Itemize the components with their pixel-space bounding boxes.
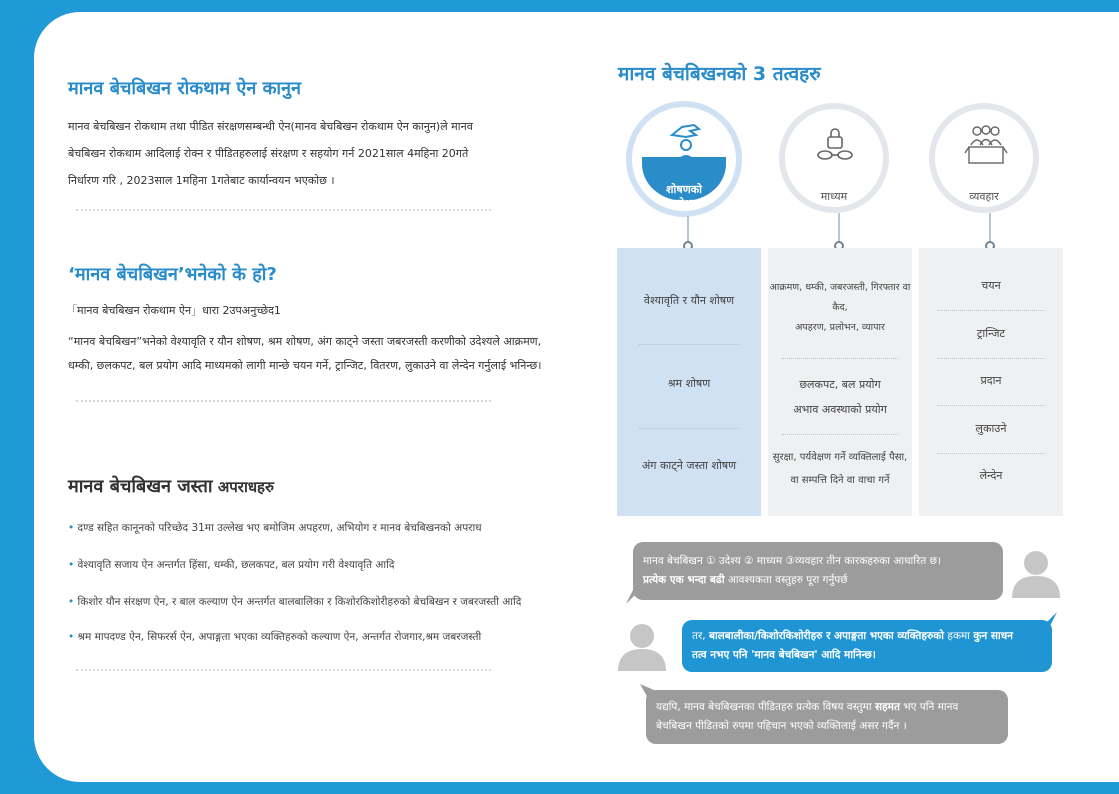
purpose-item: वेश्यावृति र यौन शोषण: [643, 294, 735, 307]
section1-line: मानव बेचबिखन रोकथाम तथा पीडित संरक्षणसम्बन्धी ऐन(मानव बेचबिखन रोकथाम ऐन कानुन)ले मानव: [68, 120, 473, 133]
separator: [782, 358, 898, 359]
bubble-emphasis: कुन साधन: [973, 630, 1014, 642]
label-line: शोषणको: [666, 183, 702, 196]
means-line: सुरक्षा, पर्यवेक्षण गर्ने व्यक्तिलाई पैसा,: [772, 452, 908, 463]
definition-line: “मानव बेचबिखन”भनेको वेश्यावृति र यौन शोषण, श्रम शोषण, अंग काट्ने जस्ता जबरजस्ती करणीको उदेश्यले आक्रमण,: [68, 335, 542, 348]
bubble-text: तर,: [692, 630, 709, 642]
separator: [937, 358, 1045, 359]
purpose-item: श्रम शोषण: [667, 377, 711, 390]
divider: [76, 209, 491, 211]
chain-lock-icon: [815, 125, 855, 165]
bubble-emphasis: बालबालीका/किशोरकिशोरीहरु र अपाङ्गता भएका व्यक्तिहरुको: [708, 630, 945, 642]
crime-bullet: • किशोर यौन संरक्षण ऐन, र बाल कल्याण ऐन अन्तर्गत बालबालिका र किशोरकिशोरीहरुको बेचबिखन र जबरजस्ती आदि: [68, 595, 521, 609]
people-in-box-icon: [963, 123, 1009, 167]
act-item: लुकाउने: [975, 422, 1007, 435]
label-line: उदेश्य: [672, 197, 696, 210]
circle-acts: [929, 103, 1039, 213]
elements-title: मानव बेचबिखनको 3 तत्वहरु: [618, 63, 821, 85]
means-line: अपहरण, प्रलोभन, व्यापार: [795, 322, 885, 333]
separator: [639, 344, 739, 345]
means-item: [768, 372, 912, 422]
purpose-column: [617, 248, 761, 516]
bubble-text: भए पनि मानव: [899, 701, 959, 713]
speech-bubble-1: [633, 542, 1003, 600]
crime-bullet: • वेश्यावृति सजाय ऐन अन्तर्गत हिंसा, धम्की, छलकपट, बल प्रयोग गरी वेश्यावृति आदि: [68, 558, 394, 572]
act-item: चयन: [981, 279, 1001, 292]
circle-purpose: [626, 101, 742, 217]
act-item: लेन्देन: [979, 469, 1003, 482]
bubble-text: आवश्यकता वस्तुहरु पूरा गर्नुपर्छ: [724, 574, 848, 586]
means-item: [768, 278, 912, 338]
person-avatar-icon: [616, 619, 668, 671]
speech-bubble-2: [682, 620, 1052, 672]
bubble-emphasis: सहमत: [875, 701, 900, 713]
circle-acts-label: व्यवहार: [969, 190, 999, 203]
means-line: आक्रमण, धम्की, जबरजस्ती, गिरफ्तार वा: [769, 282, 911, 293]
section1-title: मानव बेचबिखन रोकथाम ऐन कानुन: [68, 78, 302, 99]
hand-giving-person-icon: [666, 121, 706, 163]
separator: [639, 428, 739, 429]
bubble-line: [656, 698, 998, 717]
section3-title-main: मानव बेचबिखन जस्ता: [68, 476, 213, 497]
crime-bullet: • श्रम मापदण्ड ऐन, सिफरर्स ऐन, अपाङ्गता भएका व्यक्तिहरुको कल्याण ऐन, अन्तर्गत रोजगार,श्रम जबरजस्ती: [68, 630, 481, 644]
section3-title: [68, 474, 274, 498]
connector: [838, 213, 840, 242]
means-line: अभाव अवस्थाको प्रयोग: [793, 403, 887, 416]
connector: [989, 213, 991, 242]
bubble-line: तत्व नभए पनि 'मानव बेचबिखन' आदि मानिन्छ।: [692, 649, 876, 661]
connector: [687, 216, 689, 242]
bubble-text: यद्यपि, मानव बेचबिखनका पीडितहरु प्रत्येक विषय वस्तुमा: [656, 701, 875, 713]
means-line: कैद,: [832, 302, 848, 313]
separator: [937, 453, 1045, 454]
section1-line: निर्धारण गरि , 2023साल 1महिना 1गतेबाट कार्यान्वयन भएकोछ ।: [68, 174, 335, 187]
section2-title: ‘मानव बेचबिखन’भनेको के हो?: [68, 264, 277, 285]
separator: [937, 310, 1045, 311]
bubble-emphasis: प्रत्येक एक भन्दा बढी: [643, 574, 725, 586]
circle-means-label: माध्यम: [820, 190, 848, 203]
person-avatar-icon: [1010, 546, 1062, 598]
bubble-text: हकमा: [944, 630, 974, 642]
divider: [76, 669, 491, 671]
section2-body: [68, 330, 548, 378]
section3-title-sub: अपराधहरु: [212, 478, 274, 496]
means-line: वा सम्पत्ति दिने वा वाचा गर्ने: [790, 475, 890, 486]
circle-purpose-label: [632, 183, 736, 211]
speech-bubble-3: [646, 690, 1008, 744]
divider: [76, 400, 491, 402]
bubble-line: मानव बेचबिखन ① उदेश्य ② माध्यम ③व्यवहार तीन कारकहरुका आधारित छ।: [643, 555, 941, 567]
means-item: [768, 446, 912, 492]
section1-line: बेचबिखन रोकथाम आदिलाई रोक्न र पीडितहरुलाई संरक्षण र सहयोग गर्न 2021साल 4महिना 20गते: [68, 147, 469, 160]
means-column: [768, 248, 912, 516]
definition-line: धम्की, छलकपट, बल प्रयोग आदि माध्यमको लागी मान्छे चयन गर्ने, ट्रान्जिट, वितरण, लुकाउने वा लेन्देन गर्नुलाई भनिन्छ।: [68, 359, 542, 372]
circle-means: [779, 103, 889, 213]
acts-column: [919, 248, 1063, 516]
law-reference: 「मानव बेचबिखन रोकथाम ऐन」धारा 2उपअनुच्छेद1: [66, 304, 281, 317]
section1-body: [68, 113, 538, 194]
act-item: प्रदान: [980, 374, 1002, 387]
bubble-line: बेचबिखन पीडितको रुपमा पहिचान भएको व्यक्तिलाई असर गर्दैन ।: [656, 720, 907, 732]
means-line: छलकपट, बल प्रयोग: [799, 378, 881, 391]
act-item: ट्रान्जिट: [976, 327, 1006, 340]
bubble-line: [692, 627, 1042, 646]
purpose-item: अंग काट्ने जस्ता शोषण: [641, 459, 737, 472]
separator: [782, 434, 898, 435]
bubble-tail: [626, 590, 640, 604]
bubble-tail: [640, 684, 654, 698]
separator: [937, 405, 1045, 406]
bubble-tail: [1043, 612, 1057, 626]
bubble-line: [643, 571, 993, 590]
crime-bullet: • दण्ड सहित कानूनको परिच्छेद 31मा उल्लेख भए बमोजिम अपहरण, अभियोग र मानव बेचबिखनको अपराध: [68, 521, 482, 535]
